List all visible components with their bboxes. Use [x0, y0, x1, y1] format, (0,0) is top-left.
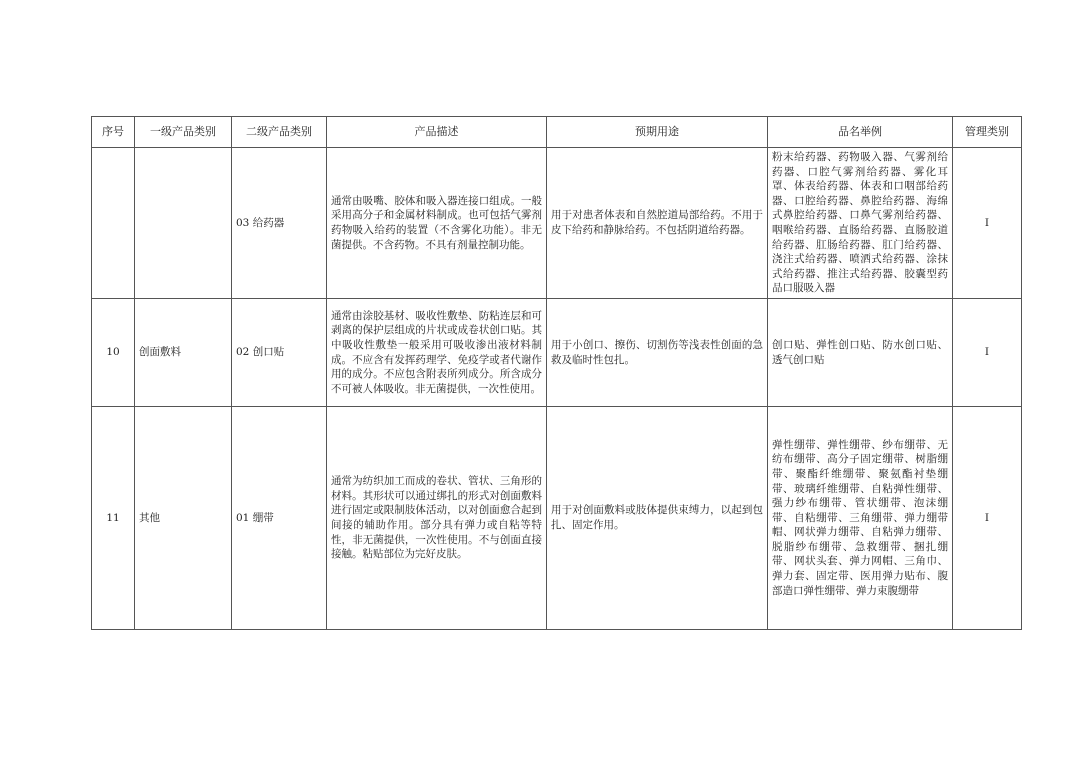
header-management-class: 管理类别: [953, 117, 1022, 148]
header-level1-category: 一级产品类别: [135, 117, 232, 148]
cell-seq: 11: [92, 407, 135, 630]
header-level2-category: 二级产品类别: [232, 117, 327, 148]
cell-level1-category: [135, 148, 232, 299]
cell-description: 通常为纺织加工而成的卷状、管状、三角形的材料。其形状可以通过绑扎的形式对创面敷料进行固定或限制肢体活动，以对创面愈合起到间接的辅助作用。部分具有弹力或自粘等特性，非无菌提供，一次性使用。不与创面直接接触。粘贴部位为完好皮肤。: [327, 407, 547, 630]
header-intended-use: 预期用途: [547, 117, 768, 148]
cell-examples: 粉末给药器、药物吸入器、气雾剂给药器、口腔气雾剂给药器、雾化耳罩、体表给药器、体表和口咽部给药器、口腔给药器、鼻腔给药器、海绵式鼻腔给药器、口鼻气雾剂给药器、咽喉给药器、直肠给药器、直肠胶道给药器、肛肠给药器、肛门给药器、浇注式给药器、喷洒式给药器、涂抹式给药器、推注式给药器、胶囊型药品口服吸入器: [768, 148, 953, 299]
cell-examples: 弹性绷带、弹性绷带、纱布绷带、无纺布绷带、高分子固定绷带、树脂绷带、聚酯纤维绷带、聚氨酯衬垫绷带、玻璃纤维绷带、自粘弹性绷带、强力纱布绷带、管状绷带、泡沫绷带、自粘绷带、三角绷带、弹力绷带帽、网状弹力绷带、自粘弹力绷带、脱脂纱布绷带、急救绷带、捆扎绷带、网状头套、弹力网帽、三角巾、弹力套、固定带、医用弹力贴布、腹部造口弹性绷带、弹力束腹绷带: [768, 407, 953, 630]
cell-seq: 10: [92, 299, 135, 407]
table-row: [92, 407, 1022, 630]
cell-level1-category: 创面敷料: [135, 299, 232, 407]
table-header-row: [92, 117, 1022, 148]
cell-level2-category: 01 绷带: [232, 407, 327, 630]
header-description: 产品描述: [327, 117, 547, 148]
table-row: [92, 299, 1022, 407]
cell-examples: 创口贴、弹性创口贴、防水创口贴、透气创口贴: [768, 299, 953, 407]
cell-management-class: I: [953, 407, 1022, 630]
cell-description: 通常由涂胶基材、吸收性敷垫、防粘连层和可剥离的保护层组成的片状或成卷状创口贴。其中吸收性敷垫一般采用可吸收渗出液材料制成。不应含有发挥药理学、免疫学或者代谢作用的成分。不应包含附表所列成分。所含成分不可被人体吸收。非无菌提供，一次性使用。: [327, 299, 547, 407]
product-classification-table: [91, 116, 1022, 630]
cell-description: 通常由吸嘴、胶体和吸入器连接口组成。一般采用高分子和金属材料制成。也可包括气雾剂药物吸入给药的装置（不含雾化功能）。非无菌提供。不含药物。不具有剂量控制功能。: [327, 148, 547, 299]
cell-level1-category: 其他: [135, 407, 232, 630]
table-row: [92, 148, 1022, 299]
cell-management-class: I: [953, 299, 1022, 407]
cell-level2-category: 02 创口贴: [232, 299, 327, 407]
cell-intended-use: 用于对患者体表和自然腔道局部给药。不用于皮下给药和静脉给药。不包括阴道给药器。: [547, 148, 768, 299]
header-examples: 品名举例: [768, 117, 953, 148]
header-seq: 序号: [92, 117, 135, 148]
cell-intended-use: 用于对创面敷料或肢体提供束缚力，以起到包扎、固定作用。: [547, 407, 768, 630]
cell-seq: [92, 148, 135, 299]
cell-intended-use: 用于小创口、擦伤、切割伤等浅表性创面的急救及临时性包扎。: [547, 299, 768, 407]
cell-management-class: I: [953, 148, 1022, 299]
cell-level2-category: 03 给药器: [232, 148, 327, 299]
